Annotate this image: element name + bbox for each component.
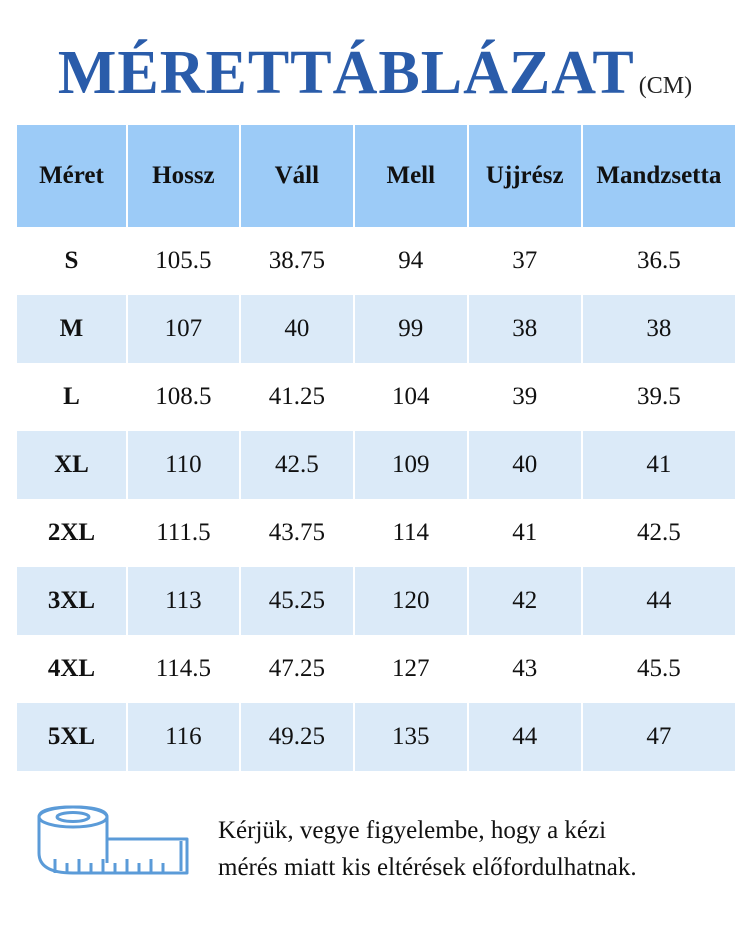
header-cell: Méret	[17, 125, 126, 227]
size-cell: 5XL	[17, 703, 126, 771]
table-row	[17, 635, 735, 703]
header-cell: Mell	[355, 125, 467, 227]
table-cell: 42.5	[241, 431, 353, 499]
table-cell: 38	[583, 295, 735, 363]
table-cell: 49.25	[241, 703, 353, 771]
table-cell: 45.25	[241, 567, 353, 635]
table-cell: 43.75	[268, 519, 325, 546]
table-cell: 99	[355, 295, 467, 363]
header-cell: Hossz	[128, 125, 239, 227]
table-cell: 47	[583, 703, 735, 771]
page-title: MÉRETTÁBLÁZAT	[57, 39, 635, 107]
header-cell: Ujjrész	[469, 125, 581, 227]
size-cell: S	[64, 247, 79, 274]
size-cell: L	[63, 383, 80, 410]
table-cell: 38	[469, 295, 581, 363]
table-cell: 111.5	[156, 519, 211, 546]
measurement-note	[218, 812, 637, 886]
table-cell: 116	[128, 703, 239, 771]
table-cell: 47.25	[268, 655, 325, 682]
table-cell: 39.5	[636, 383, 681, 410]
table-cell: 110	[128, 431, 239, 499]
table-cell: 36.5	[636, 247, 681, 274]
table-cell: 107	[128, 295, 239, 363]
unit-label: (CM)	[638, 73, 693, 99]
table-cell: 39	[512, 383, 538, 410]
table-cell: 120	[355, 567, 467, 635]
table-row	[17, 431, 735, 499]
table-row	[17, 567, 735, 635]
note-line-2: mérés miatt kis eltérések előfordulhatnak.	[218, 854, 637, 881]
table-cell: 94	[398, 247, 424, 274]
table-cell: 109	[355, 431, 467, 499]
table-cell: 41.25	[268, 383, 325, 410]
table-row	[17, 227, 735, 295]
table-cell: 41	[583, 431, 735, 499]
table-cell: 40	[469, 431, 581, 499]
table-cell: 108.5	[155, 383, 212, 410]
note-line-1: Kérjük, vegye figyelembe, hogy a kézi	[218, 817, 607, 844]
table-cell: 43	[512, 655, 538, 682]
table-cell: 40	[241, 295, 353, 363]
table-row	[17, 363, 735, 431]
header-cell: Mandzsetta	[583, 125, 735, 227]
table-cell: 135	[355, 703, 467, 771]
table-cell: 42	[469, 567, 581, 635]
table-cell: 113	[128, 567, 239, 635]
table-cell: 45.5	[636, 655, 681, 682]
measuring-tape-icon	[33, 803, 193, 888]
table-cell: 44	[469, 703, 581, 771]
header-cell: Váll	[241, 125, 353, 227]
table-cell: 44	[583, 567, 735, 635]
table-cell: 127	[392, 655, 430, 682]
size-cell: 4XL	[47, 655, 96, 682]
title-block	[0, 38, 750, 109]
table-cell: 37	[512, 247, 538, 274]
header-row	[17, 125, 735, 227]
table-row	[17, 295, 735, 363]
table-cell: 41	[512, 519, 538, 546]
table-cell: 104	[392, 383, 430, 410]
table-cell: 42.5	[636, 519, 681, 546]
size-table	[15, 125, 737, 771]
size-cell: XL	[17, 431, 126, 499]
size-cell: 3XL	[17, 567, 126, 635]
table-cell: 38.75	[268, 247, 325, 274]
size-cell: M	[17, 295, 126, 363]
table-cell: 105.5	[155, 247, 212, 274]
table-cell: 114	[392, 519, 430, 546]
table-row	[17, 703, 735, 771]
table-row	[17, 499, 735, 567]
table-cell: 114.5	[155, 655, 212, 682]
size-cell: 2XL	[47, 519, 96, 546]
